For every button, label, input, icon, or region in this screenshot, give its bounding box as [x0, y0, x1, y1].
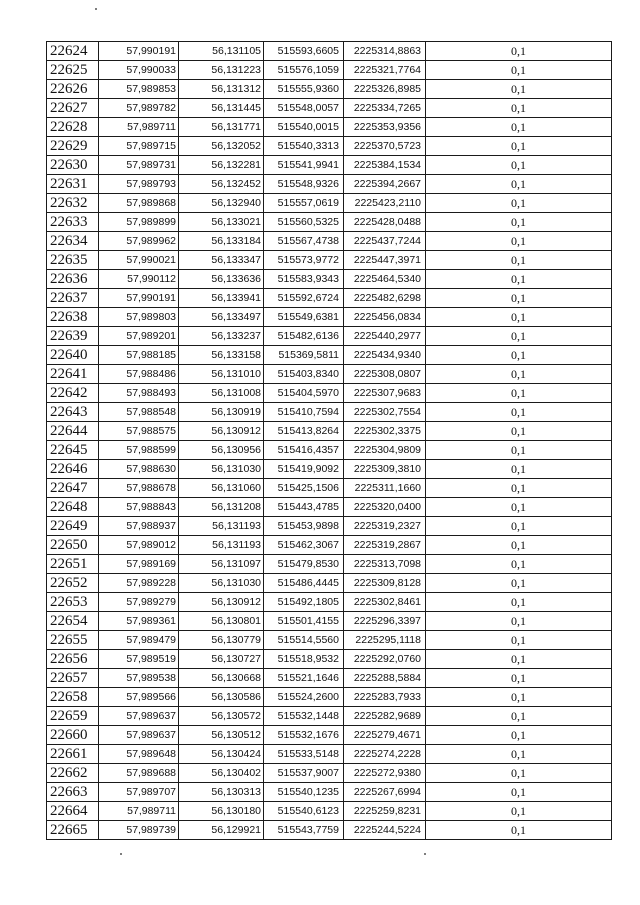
latitude-cell: 57,989637: [99, 707, 179, 726]
x-coordinate-cell: 515524,2600: [264, 688, 344, 707]
y-coordinate-cell: 2225434,9340: [344, 346, 426, 365]
y-coordinate-cell: 2225319,2327: [344, 517, 426, 536]
longitude-cell: 56,133497: [179, 308, 264, 327]
x-coordinate-cell: 515533,5148: [264, 745, 344, 764]
table-row: [47, 593, 612, 612]
accuracy-cell: 0,1: [426, 137, 612, 156]
table-row: [47, 327, 612, 346]
table-row: [47, 422, 612, 441]
y-coordinate-cell: 2225307,9683: [344, 384, 426, 403]
latitude-cell: 57,989688: [99, 764, 179, 783]
table-row: [47, 631, 612, 650]
longitude-cell: 56,132940: [179, 194, 264, 213]
table-row: [47, 175, 612, 194]
table-row: [47, 365, 612, 384]
longitude-cell: 56,130313: [179, 783, 264, 802]
y-coordinate-cell: 2225428,0488: [344, 213, 426, 232]
x-coordinate-cell: 515425,1506: [264, 479, 344, 498]
x-coordinate-cell: 515521,1646: [264, 669, 344, 688]
point-number-cell: 22626: [47, 80, 99, 99]
x-coordinate-cell: 515486,4445: [264, 574, 344, 593]
point-number-cell: 22664: [47, 802, 99, 821]
accuracy-cell: 0,1: [426, 802, 612, 821]
table-row: [47, 460, 612, 479]
accuracy-cell: 0,1: [426, 745, 612, 764]
longitude-cell: 56,130402: [179, 764, 264, 783]
accuracy-cell: 0,1: [426, 821, 612, 840]
point-number-cell: 22662: [47, 764, 99, 783]
table-row: [47, 574, 612, 593]
point-number-cell: 22635: [47, 251, 99, 270]
y-coordinate-cell: 2225440,2977: [344, 327, 426, 346]
accuracy-cell: 0,1: [426, 650, 612, 669]
latitude-cell: 57,989853: [99, 80, 179, 99]
latitude-cell: 57,989711: [99, 118, 179, 137]
y-coordinate-cell: 2225308,0807: [344, 365, 426, 384]
scan-speck: [120, 853, 122, 855]
latitude-cell: 57,988575: [99, 422, 179, 441]
x-coordinate-cell: 515479,8530: [264, 555, 344, 574]
point-number-cell: 22652: [47, 574, 99, 593]
y-coordinate-cell: 2225267,6994: [344, 783, 426, 802]
accuracy-cell: 0,1: [426, 194, 612, 213]
accuracy-cell: 0,1: [426, 726, 612, 745]
point-number-cell: 22649: [47, 517, 99, 536]
table-row: [47, 270, 612, 289]
table-row: [47, 764, 612, 783]
longitude-cell: 56,133184: [179, 232, 264, 251]
longitude-cell: 56,130572: [179, 707, 264, 726]
latitude-cell: 57,989228: [99, 574, 179, 593]
longitude-cell: 56,133021: [179, 213, 264, 232]
x-coordinate-cell: 515567,4738: [264, 232, 344, 251]
y-coordinate-cell: 2225334,7265: [344, 99, 426, 118]
point-number-cell: 22631: [47, 175, 99, 194]
table-row: [47, 61, 612, 80]
x-coordinate-cell: 515537,9007: [264, 764, 344, 783]
longitude-cell: 56,131445: [179, 99, 264, 118]
table-row: [47, 194, 612, 213]
scan-speck: [95, 8, 97, 10]
point-number-cell: 22648: [47, 498, 99, 517]
longitude-cell: 56,130180: [179, 802, 264, 821]
y-coordinate-cell: 2225272,9380: [344, 764, 426, 783]
y-coordinate-cell: 2225394,2667: [344, 175, 426, 194]
y-coordinate-cell: 2225314,8863: [344, 42, 426, 61]
accuracy-cell: 0,1: [426, 327, 612, 346]
table-row: [47, 536, 612, 555]
longitude-cell: 56,133237: [179, 327, 264, 346]
point-number-cell: 22655: [47, 631, 99, 650]
x-coordinate-cell: 515518,9532: [264, 650, 344, 669]
accuracy-cell: 0,1: [426, 99, 612, 118]
accuracy-cell: 0,1: [426, 479, 612, 498]
accuracy-cell: 0,1: [426, 80, 612, 99]
y-coordinate-cell: 2225295,1118: [344, 631, 426, 650]
longitude-cell: 56,129921: [179, 821, 264, 840]
x-coordinate-cell: 515532,1676: [264, 726, 344, 745]
x-coordinate-cell: 515501,4155: [264, 612, 344, 631]
accuracy-cell: 0,1: [426, 42, 612, 61]
point-number-cell: 22624: [47, 42, 99, 61]
y-coordinate-cell: 2225296,3397: [344, 612, 426, 631]
y-coordinate-cell: 2225282,9689: [344, 707, 426, 726]
table-row: [47, 517, 612, 536]
longitude-cell: 56,133636: [179, 270, 264, 289]
latitude-cell: 57,989962: [99, 232, 179, 251]
latitude-cell: 57,989868: [99, 194, 179, 213]
y-coordinate-cell: 2225313,7098: [344, 555, 426, 574]
accuracy-cell: 0,1: [426, 289, 612, 308]
x-coordinate-cell: 515453,9898: [264, 517, 344, 536]
longitude-cell: 56,131193: [179, 536, 264, 555]
longitude-cell: 56,130801: [179, 612, 264, 631]
latitude-cell: 57,989803: [99, 308, 179, 327]
point-number-cell: 22628: [47, 118, 99, 137]
table-row: [47, 688, 612, 707]
y-coordinate-cell: 2225423,2110: [344, 194, 426, 213]
accuracy-cell: 0,1: [426, 707, 612, 726]
accuracy-cell: 0,1: [426, 118, 612, 137]
longitude-cell: 56,130586: [179, 688, 264, 707]
latitude-cell: 57,989201: [99, 327, 179, 346]
latitude-cell: 57,989793: [99, 175, 179, 194]
longitude-cell: 56,131193: [179, 517, 264, 536]
latitude-cell: 57,988630: [99, 460, 179, 479]
point-number-cell: 22659: [47, 707, 99, 726]
y-coordinate-cell: 2225437,7244: [344, 232, 426, 251]
x-coordinate-cell: 515540,1235: [264, 783, 344, 802]
table-row: [47, 479, 612, 498]
accuracy-cell: 0,1: [426, 175, 612, 194]
point-number-cell: 22629: [47, 137, 99, 156]
longitude-cell: 56,131030: [179, 574, 264, 593]
x-coordinate-cell: 515555,9360: [264, 80, 344, 99]
point-number-cell: 22645: [47, 441, 99, 460]
table-row: [47, 650, 612, 669]
y-coordinate-cell: 2225274,2228: [344, 745, 426, 764]
x-coordinate-cell: 515404,5970: [264, 384, 344, 403]
latitude-cell: 57,989519: [99, 650, 179, 669]
point-number-cell: 22657: [47, 669, 99, 688]
latitude-cell: 57,989566: [99, 688, 179, 707]
table-row: [47, 80, 612, 99]
point-number-cell: 22653: [47, 593, 99, 612]
accuracy-cell: 0,1: [426, 403, 612, 422]
accuracy-cell: 0,1: [426, 593, 612, 612]
x-coordinate-cell: 515548,0057: [264, 99, 344, 118]
latitude-cell: 57,988493: [99, 384, 179, 403]
x-coordinate-cell: 515560,5325: [264, 213, 344, 232]
longitude-cell: 56,131008: [179, 384, 264, 403]
longitude-cell: 56,131060: [179, 479, 264, 498]
x-coordinate-cell: 515532,1448: [264, 707, 344, 726]
coordinates-table: [46, 41, 612, 840]
longitude-cell: 56,130512: [179, 726, 264, 745]
x-coordinate-cell: 515573,9772: [264, 251, 344, 270]
longitude-cell: 56,133347: [179, 251, 264, 270]
point-number-cell: 22660: [47, 726, 99, 745]
table-row: [47, 346, 612, 365]
table-row: [47, 498, 612, 517]
table-row: [47, 555, 612, 574]
y-coordinate-cell: 2225292,0760: [344, 650, 426, 669]
y-coordinate-cell: 2225464,5340: [344, 270, 426, 289]
accuracy-cell: 0,1: [426, 669, 612, 688]
accuracy-cell: 0,1: [426, 612, 612, 631]
accuracy-cell: 0,1: [426, 783, 612, 802]
longitude-cell: 56,130912: [179, 593, 264, 612]
longitude-cell: 56,130956: [179, 441, 264, 460]
y-coordinate-cell: 2225353,9356: [344, 118, 426, 137]
x-coordinate-cell: 515540,6123: [264, 802, 344, 821]
longitude-cell: 56,131105: [179, 42, 264, 61]
latitude-cell: 57,988937: [99, 517, 179, 536]
accuracy-cell: 0,1: [426, 498, 612, 517]
point-number-cell: 22632: [47, 194, 99, 213]
latitude-cell: 57,989739: [99, 821, 179, 840]
longitude-cell: 56,130919: [179, 403, 264, 422]
latitude-cell: 57,990191: [99, 42, 179, 61]
latitude-cell: 57,989707: [99, 783, 179, 802]
latitude-cell: 57,988678: [99, 479, 179, 498]
latitude-cell: 57,989782: [99, 99, 179, 118]
y-coordinate-cell: 2225311,1660: [344, 479, 426, 498]
point-number-cell: 22658: [47, 688, 99, 707]
point-number-cell: 22625: [47, 61, 99, 80]
table-row: [47, 441, 612, 460]
latitude-cell: 57,988486: [99, 365, 179, 384]
accuracy-cell: 0,1: [426, 251, 612, 270]
latitude-cell: 57,989279: [99, 593, 179, 612]
latitude-cell: 57,989731: [99, 156, 179, 175]
point-number-cell: 22650: [47, 536, 99, 555]
point-number-cell: 22627: [47, 99, 99, 118]
latitude-cell: 57,989715: [99, 137, 179, 156]
point-number-cell: 22646: [47, 460, 99, 479]
point-number-cell: 22641: [47, 365, 99, 384]
accuracy-cell: 0,1: [426, 688, 612, 707]
point-number-cell: 22654: [47, 612, 99, 631]
longitude-cell: 56,131223: [179, 61, 264, 80]
x-coordinate-cell: 515462,3067: [264, 536, 344, 555]
accuracy-cell: 0,1: [426, 61, 612, 80]
latitude-cell: 57,990112: [99, 270, 179, 289]
latitude-cell: 57,990191: [99, 289, 179, 308]
y-coordinate-cell: 2225302,3375: [344, 422, 426, 441]
table-row: [47, 137, 612, 156]
table-row: [47, 99, 612, 118]
x-coordinate-cell: 515492,1805: [264, 593, 344, 612]
y-coordinate-cell: 2225320,0400: [344, 498, 426, 517]
accuracy-cell: 0,1: [426, 764, 612, 783]
accuracy-cell: 0,1: [426, 422, 612, 441]
y-coordinate-cell: 2225283,7933: [344, 688, 426, 707]
coordinates-table-body: [47, 42, 612, 840]
table-row: [47, 783, 612, 802]
y-coordinate-cell: 2225370,5723: [344, 137, 426, 156]
table-row: [47, 821, 612, 840]
latitude-cell: 57,989648: [99, 745, 179, 764]
table-row: [47, 612, 612, 631]
table-row: [47, 308, 612, 327]
table-row: [47, 251, 612, 270]
latitude-cell: 57,989169: [99, 555, 179, 574]
point-number-cell: 22636: [47, 270, 99, 289]
longitude-cell: 56,133158: [179, 346, 264, 365]
x-coordinate-cell: 515549,6381: [264, 308, 344, 327]
y-coordinate-cell: 2225304,9809: [344, 441, 426, 460]
x-coordinate-cell: 515541,9941: [264, 156, 344, 175]
y-coordinate-cell: 2225244,5224: [344, 821, 426, 840]
table-row: [47, 118, 612, 137]
longitude-cell: 56,130727: [179, 650, 264, 669]
accuracy-cell: 0,1: [426, 555, 612, 574]
x-coordinate-cell: 515593,6605: [264, 42, 344, 61]
x-coordinate-cell: 515540,3313: [264, 137, 344, 156]
x-coordinate-cell: 515576,1059: [264, 61, 344, 80]
accuracy-cell: 0,1: [426, 384, 612, 403]
accuracy-cell: 0,1: [426, 308, 612, 327]
x-coordinate-cell: 515443,4785: [264, 498, 344, 517]
accuracy-cell: 0,1: [426, 213, 612, 232]
accuracy-cell: 0,1: [426, 517, 612, 536]
latitude-cell: 57,988548: [99, 403, 179, 422]
longitude-cell: 56,130779: [179, 631, 264, 650]
point-number-cell: 22640: [47, 346, 99, 365]
point-number-cell: 22661: [47, 745, 99, 764]
longitude-cell: 56,131010: [179, 365, 264, 384]
x-coordinate-cell: 515413,8264: [264, 422, 344, 441]
table-row: [47, 707, 612, 726]
latitude-cell: 57,990033: [99, 61, 179, 80]
x-coordinate-cell: 515482,6136: [264, 327, 344, 346]
y-coordinate-cell: 2225456,0834: [344, 308, 426, 327]
longitude-cell: 56,130424: [179, 745, 264, 764]
accuracy-cell: 0,1: [426, 460, 612, 479]
table-row: [47, 726, 612, 745]
latitude-cell: 57,989361: [99, 612, 179, 631]
accuracy-cell: 0,1: [426, 232, 612, 251]
point-number-cell: 22651: [47, 555, 99, 574]
longitude-cell: 56,131312: [179, 80, 264, 99]
accuracy-cell: 0,1: [426, 536, 612, 555]
x-coordinate-cell: 515416,4357: [264, 441, 344, 460]
x-coordinate-cell: 515540,0015: [264, 118, 344, 137]
latitude-cell: 57,989479: [99, 631, 179, 650]
longitude-cell: 56,131097: [179, 555, 264, 574]
y-coordinate-cell: 2225288,5884: [344, 669, 426, 688]
point-number-cell: 22639: [47, 327, 99, 346]
point-number-cell: 22663: [47, 783, 99, 802]
table-row: [47, 802, 612, 821]
point-number-cell: 22634: [47, 232, 99, 251]
latitude-cell: 57,988185: [99, 346, 179, 365]
longitude-cell: 56,130668: [179, 669, 264, 688]
latitude-cell: 57,989012: [99, 536, 179, 555]
table-row: [47, 745, 612, 764]
point-number-cell: 22656: [47, 650, 99, 669]
y-coordinate-cell: 2225279,4671: [344, 726, 426, 745]
x-coordinate-cell: 515410,7594: [264, 403, 344, 422]
y-coordinate-cell: 2225319,2867: [344, 536, 426, 555]
point-number-cell: 22665: [47, 821, 99, 840]
longitude-cell: 56,132452: [179, 175, 264, 194]
table-row: [47, 213, 612, 232]
y-coordinate-cell: 2225482,6298: [344, 289, 426, 308]
accuracy-cell: 0,1: [426, 441, 612, 460]
point-number-cell: 22644: [47, 422, 99, 441]
y-coordinate-cell: 2225302,7554: [344, 403, 426, 422]
x-coordinate-cell: 515369,5811: [264, 346, 344, 365]
table-row: [47, 232, 612, 251]
accuracy-cell: 0,1: [426, 574, 612, 593]
y-coordinate-cell: 2225384,1534: [344, 156, 426, 175]
table-row: [47, 42, 612, 61]
y-coordinate-cell: 2225321,7764: [344, 61, 426, 80]
latitude-cell: 57,990021: [99, 251, 179, 270]
accuracy-cell: 0,1: [426, 270, 612, 289]
accuracy-cell: 0,1: [426, 631, 612, 650]
accuracy-cell: 0,1: [426, 346, 612, 365]
latitude-cell: 57,989711: [99, 802, 179, 821]
longitude-cell: 56,132052: [179, 137, 264, 156]
y-coordinate-cell: 2225326,8985: [344, 80, 426, 99]
scan-speck: [424, 853, 426, 855]
point-number-cell: 22643: [47, 403, 99, 422]
point-number-cell: 22642: [47, 384, 99, 403]
latitude-cell: 57,989899: [99, 213, 179, 232]
accuracy-cell: 0,1: [426, 365, 612, 384]
point-number-cell: 22647: [47, 479, 99, 498]
y-coordinate-cell: 2225309,8128: [344, 574, 426, 593]
longitude-cell: 56,131030: [179, 460, 264, 479]
x-coordinate-cell: 515514,5560: [264, 631, 344, 650]
x-coordinate-cell: 515592,6724: [264, 289, 344, 308]
table-row: [47, 289, 612, 308]
longitude-cell: 56,131208: [179, 498, 264, 517]
table-row: [47, 156, 612, 175]
x-coordinate-cell: 515548,9326: [264, 175, 344, 194]
x-coordinate-cell: 515543,7759: [264, 821, 344, 840]
point-number-cell: 22638: [47, 308, 99, 327]
longitude-cell: 56,130912: [179, 422, 264, 441]
y-coordinate-cell: 2225447,3971: [344, 251, 426, 270]
latitude-cell: 57,989538: [99, 669, 179, 688]
y-coordinate-cell: 2225302,8461: [344, 593, 426, 612]
longitude-cell: 56,133941: [179, 289, 264, 308]
point-number-cell: 22637: [47, 289, 99, 308]
latitude-cell: 57,988843: [99, 498, 179, 517]
x-coordinate-cell: 515403,8340: [264, 365, 344, 384]
point-number-cell: 22633: [47, 213, 99, 232]
x-coordinate-cell: 515419,9092: [264, 460, 344, 479]
table-row: [47, 669, 612, 688]
table-row: [47, 384, 612, 403]
longitude-cell: 56,131771: [179, 118, 264, 137]
y-coordinate-cell: 2225309,3810: [344, 460, 426, 479]
accuracy-cell: 0,1: [426, 156, 612, 175]
y-coordinate-cell: 2225259,8231: [344, 802, 426, 821]
x-coordinate-cell: 515583,9343: [264, 270, 344, 289]
x-coordinate-cell: 515557,0619: [264, 194, 344, 213]
latitude-cell: 57,988599: [99, 441, 179, 460]
point-number-cell: 22630: [47, 156, 99, 175]
latitude-cell: 57,989637: [99, 726, 179, 745]
table-row: [47, 403, 612, 422]
longitude-cell: 56,132281: [179, 156, 264, 175]
